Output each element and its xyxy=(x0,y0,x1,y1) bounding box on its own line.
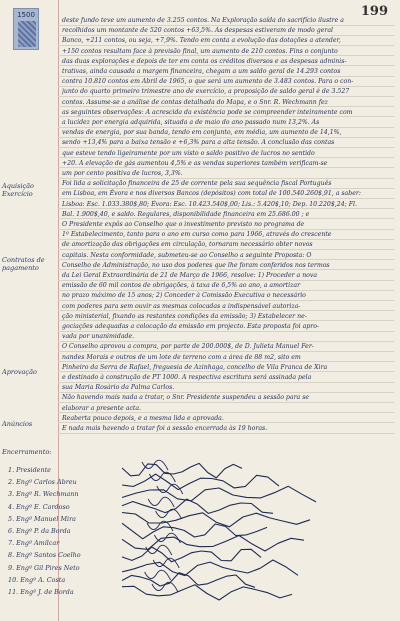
body-line: +20. A elevação de gás aumentou 4,5% e as vendas superiores também verificam-se xyxy=(62,159,328,167)
ruled-line xyxy=(58,280,394,281)
ruled-line xyxy=(58,96,394,97)
margin-note-announcements: Anúncios xyxy=(2,420,33,428)
margin-note-closing: Encerramento: xyxy=(2,448,52,456)
attendance-entry: 9. Engº Gil Pires Neto xyxy=(8,563,80,572)
body-line: Conselho de Administração, no uso dos poderes que lhe foram conferidos nos termos xyxy=(62,261,330,269)
body-line: gociações adequadas a colocação da emissão em projecto. Esta proposta foi apro- xyxy=(62,323,320,330)
body-line: 1º Estabelecimento, tanto para o ano em curso como para 1966, através do crescente xyxy=(62,231,332,239)
ruled-line xyxy=(58,76,394,77)
body-line: deste fundo teve um aumento de 3.255 contos. Na Exploração saída do sacrifício ilustre a xyxy=(62,17,344,24)
ruled-line xyxy=(58,86,394,87)
stamp-seal-icon xyxy=(18,21,36,47)
ruled-line xyxy=(58,300,394,301)
attendance-entry: 6. Engº P. da Borda xyxy=(8,527,71,535)
body-line: da Lei Geral Extraordinária de 21 de Março de 1966, resolve: 1) Proceder a nova xyxy=(62,272,318,279)
ruled-line xyxy=(58,412,394,413)
ruled-line xyxy=(58,239,394,240)
body-line: capitais. Nesta conformidade, submeteu-se ao Conselho a seguinte Proposta: O xyxy=(62,251,312,259)
margin-note-acquisition: Aquisição Exercício xyxy=(2,182,34,198)
body-line: a lucidez por energia adquirida, situada a de maio do ano passado num 13,2%. As xyxy=(62,119,320,126)
ruled-line xyxy=(58,208,394,209)
ruled-line xyxy=(58,218,394,219)
body-line: um por cento positiva de lucros, 3,3%. xyxy=(62,170,183,177)
body-line: O Presidente expôs ao Conselho que o investimento previsto no programa de xyxy=(62,221,305,228)
ruled-line xyxy=(58,269,394,270)
ruled-line xyxy=(58,310,394,311)
body-line: Não havendo mais nada a tratar, o Snr. Presidente suspendeu a sessão para se xyxy=(62,394,310,402)
body-line: recolhidos um montante de 520 contos +63,5%. As despesas estiveram de modo geral xyxy=(62,27,333,35)
ruled-line xyxy=(58,290,394,291)
body-line: das duas explorações e depois de ter em conta os créditos diversos e as despesas adminis- xyxy=(62,57,347,65)
body-line: junto do quarto primeiro trimestre ano de exercício, a proposição de saldo geral é de 3.527 xyxy=(62,88,350,96)
ruled-line xyxy=(58,65,394,66)
body-line: sua Maria Rosário da Palma Carlos. xyxy=(62,384,175,392)
body-line: em Lisboa, em Évora e nos diversos Bancos (depósitos) com total de 100.540.260$,91, a saber: xyxy=(62,190,361,198)
attendance-entry: 11. Engº J. de Borda xyxy=(8,588,74,596)
body-line: vendas de energia, por sua banda, tendo em conjunto, em média, um aumento de 14,1%, xyxy=(62,129,342,137)
ruled-line xyxy=(58,25,394,26)
body-line: e destinado à construção de PT 1000. A respectiva escritura será assinada pela xyxy=(62,374,312,381)
body-line: nandes Morais e outros de um lote de terreno com a área de 88 m2, sito em xyxy=(62,353,301,361)
ruled-line xyxy=(58,35,394,36)
ruled-line xyxy=(58,320,394,321)
body-line: Reaberta pouco depois, e a mesma lida e aprovada. xyxy=(62,414,224,422)
ruled-line xyxy=(58,392,394,393)
margin-note-contracts: Contratos de pagamento xyxy=(2,256,45,272)
attendance-entry: 4. Engº E. Cardoso xyxy=(8,502,70,511)
body-line: Pinheiro da Serra de Rafael, freguesia de Azinhaga, concelho de Vila Franca de Xira xyxy=(62,363,328,371)
body-line: que esteve tendo ligeiramente por um visto o saldo positivo de lucros no sentido xyxy=(62,149,315,157)
ruled-line xyxy=(58,157,394,158)
body-line: elaborar a presente acta. xyxy=(62,404,142,412)
body-line: emissão de 60 mil contos de obrigações, à taxa de 6,5% ao ano, a amortizar xyxy=(62,282,301,290)
stamp-value: 1500 xyxy=(17,11,35,19)
body-line: trativas, ainda causada a margem financeira, chegam a um saldo geral de 14.293 contos xyxy=(62,68,341,75)
ruled-line xyxy=(58,229,394,230)
body-line: de amortização das obrigações em circulação, tornaram necessário obter novos xyxy=(62,241,313,249)
body-line: +150 contos resultam face à previsão final, um aumento de 210 contos. Fins o conjunto xyxy=(62,47,338,55)
body-line: vada por unanimidade. xyxy=(62,333,135,341)
ruled-line xyxy=(58,331,394,332)
attendance-entry: 2. Engº Carlos Abreu xyxy=(8,478,77,487)
ruled-line xyxy=(58,371,394,372)
ruled-line xyxy=(58,259,394,260)
attendance-entry: 7. Engº Amílcar xyxy=(8,539,60,548)
body-line: ção ministerial, fixando as restantes condições da emissão; 3) Estabelecer ne- xyxy=(62,312,307,320)
ruled-line xyxy=(58,55,394,56)
body-line: no prazo máximo de 15 anos; 2) Conceder à Comissão Executiva o necessário xyxy=(62,292,306,300)
body-line: sendo +13,4% para a baixa tensão e +6,3% para a alta tensão. A conclusão das contas xyxy=(62,139,335,147)
ruled-line xyxy=(58,106,394,107)
body-line: Banco, +211 contos, ou seja, +7,9%. Tendo em conta a evolução das dotações a atender, xyxy=(62,37,341,45)
ruled-line xyxy=(58,361,394,362)
body-line: E nada mais havendo a tratar foi a sessão encerrada às 19 horas. xyxy=(62,425,268,432)
ruled-line xyxy=(58,137,394,138)
attendance-entry: 3. Engº R. Wechmann xyxy=(8,490,79,499)
attendance-entry: 8. Engº Santos Coelho xyxy=(8,551,81,560)
ruled-line xyxy=(58,188,394,189)
ruled-line xyxy=(58,382,394,383)
handwritten-signature xyxy=(118,580,328,602)
page-number: 199 xyxy=(360,4,388,19)
body-line: Lisboa: Esc. 1.033.380$,80; Évora: Esc. 10.423.540$,00; Lis.: 5.420$,10; Dep. 10.220$,24; Fl. xyxy=(62,200,357,208)
ruled-line xyxy=(58,178,394,179)
ruled-line xyxy=(58,45,394,46)
attendance-entry: 1. Presidente xyxy=(8,466,51,474)
fiscal-stamp xyxy=(13,8,39,50)
ruled-line xyxy=(58,147,394,148)
ruled-line xyxy=(58,127,394,128)
body-line: contos. Assume-se a análise de contas detalhada do Mapa, e o Snr. R. Wechmann fez xyxy=(62,98,328,106)
ruled-line xyxy=(58,422,394,423)
attendance-entry: 10. Engº A. Costa xyxy=(8,575,66,584)
ruled-line xyxy=(58,433,394,434)
ruled-line xyxy=(58,116,394,117)
body-line: Bal. 1.900$,40, e saldo. Regulares, disponibilidade financeira em 25.686.00 ; e xyxy=(62,210,310,218)
body-line: as seguintes observações: A acrescida da existência pode se compreender inteiramente com xyxy=(62,108,353,116)
body-line: Foi lida a solicitação financeira de 25 de corrente pela sua sequência fiscal Português xyxy=(62,180,332,188)
body-line: contra 10.810 contos em Abril de 1965, o que será um aumento de 3.483 contos. Para o con- xyxy=(62,78,354,86)
ruled-line xyxy=(58,249,394,250)
body-line: O Conselho aprovou a compra, por parte de 200.000$, de D. Julieta Manuel Fer- xyxy=(62,343,314,351)
ruled-line xyxy=(58,167,394,168)
ruled-line xyxy=(58,198,394,199)
ruled-line xyxy=(58,351,394,352)
body-line: com poderes para sem ouvir as mesmas colocadas a indispensável autoriza- xyxy=(62,302,301,310)
ruled-line xyxy=(58,402,394,403)
ruled-line xyxy=(58,341,394,342)
margin-note-approval: Aprovação xyxy=(2,368,37,376)
attendance-entry: 5. Engº Manuel Mira xyxy=(8,514,76,523)
